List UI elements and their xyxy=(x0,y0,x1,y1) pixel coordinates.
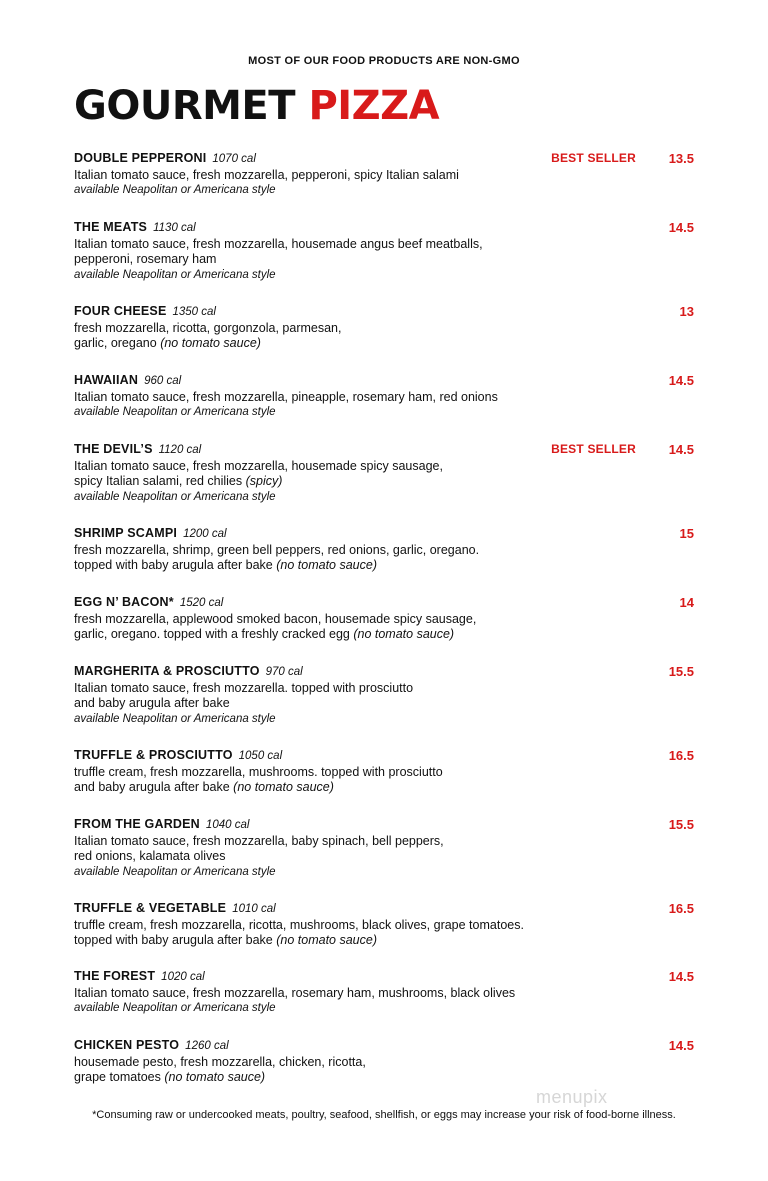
item-note: (spicy) xyxy=(245,474,283,488)
item-description-2: spicy Italian salami, red chilies xyxy=(74,474,243,488)
item-description-2: garlic, oregano. topped with a freshly cracked egg xyxy=(74,627,350,641)
item-price: 13.5 xyxy=(668,151,694,166)
item-style-note: available Neapolitan or Americana style xyxy=(74,865,276,878)
best-seller-badge: BEST SELLER xyxy=(551,151,636,165)
item-price: 15.5 xyxy=(668,817,694,832)
item-style-note: available Neapolitan or Americana style xyxy=(74,268,276,281)
page-title xyxy=(74,83,440,129)
item-name: SHRIMP SCAMPI xyxy=(74,526,178,540)
item-name: TRUFFLE & PROSCIUTTO xyxy=(74,748,233,762)
title-pizza: PIZZA xyxy=(308,83,440,129)
menu-item xyxy=(74,901,694,949)
item-style-note: available Neapolitan or Americana style xyxy=(74,184,276,196)
item-note: (no tomato sauce) xyxy=(160,336,261,350)
item-style-note: available Neapolitan or Americana style xyxy=(74,712,276,725)
item-name: THE MEATS xyxy=(74,220,148,234)
item-price: 15 xyxy=(679,526,694,541)
menu-item xyxy=(74,748,694,796)
menu-item xyxy=(74,664,694,727)
menu-item xyxy=(74,151,694,199)
item-style-note: available Neapolitan or Americana style xyxy=(74,490,276,503)
item-description: fresh mozzarella, applewood smoked bacon, housemade spicy sausage, xyxy=(74,611,477,626)
item-description: fresh mozzarella, shrimp, green bell peppers, red onions, garlic, oregano. xyxy=(74,542,480,557)
menu-item xyxy=(74,442,694,505)
item-note: (no tomato sauce) xyxy=(353,627,455,641)
item-description: truffle cream, fresh mozzarella, mushrooms. topped with prosciutto xyxy=(74,764,443,779)
item-description-2: topped with baby arugula after bake xyxy=(74,933,273,947)
menu-item xyxy=(74,220,694,283)
item-calories: 1070 cal xyxy=(212,153,256,165)
item-price: 15.5 xyxy=(668,664,694,679)
item-description: Italian tomato sauce, fresh mozzarella, housemade angus beef meatballs, xyxy=(74,236,483,251)
item-price: 14.5 xyxy=(668,220,694,235)
title-gourmet: GOURMET xyxy=(74,83,296,129)
item-name: HAWAIIAN xyxy=(74,373,139,387)
menu-item xyxy=(74,526,694,574)
menu-item xyxy=(74,817,694,880)
item-name: FOUR CHEESE xyxy=(74,304,167,318)
item-calories: 1350 cal xyxy=(172,306,216,318)
item-price: 14.5 xyxy=(668,373,694,388)
item-description: Italian tomato sauce, fresh mozzarella, housemade spicy sausage, xyxy=(74,458,443,473)
non-gmo-notice: MOST OF OUR FOOD PRODUCTS ARE NON-GMO xyxy=(248,55,520,67)
item-price: 14.5 xyxy=(668,442,694,457)
item-description: Italian tomato sauce, fresh mozzarella, rosemary ham, mushrooms, black olives xyxy=(74,985,516,1000)
item-price: 14.5 xyxy=(668,1038,694,1053)
item-description-2: pepperoni, rosemary ham xyxy=(74,252,217,266)
item-description: housemade pesto, fresh mozzarella, chicken, ricotta, xyxy=(74,1054,366,1069)
menu-item xyxy=(74,304,694,352)
item-calories: 960 cal xyxy=(144,375,182,387)
item-name: CHICKEN PESTO xyxy=(74,1038,180,1052)
item-calories: 1130 cal xyxy=(153,222,196,234)
item-calories: 1020 cal xyxy=(161,971,205,983)
item-style-note: available Neapolitan or Americana style xyxy=(74,406,276,418)
item-style-note: available Neapolitan or Americana style xyxy=(74,1002,276,1014)
item-name: EGG N’ BACON* xyxy=(74,595,174,609)
item-price: 14.5 xyxy=(668,969,694,984)
menu-item xyxy=(74,595,694,643)
item-description: truffle cream, fresh mozzarella, ricotta, mushrooms, black olives, grape tomatoes. xyxy=(74,917,524,932)
menu-item xyxy=(74,969,694,1017)
item-name: THE FOREST xyxy=(74,969,156,983)
item-note: (no tomato sauce) xyxy=(276,933,377,947)
item-description: Italian tomato sauce, fresh mozzarella, baby spinach, bell peppers, xyxy=(74,833,444,848)
item-note: (no tomato sauce) xyxy=(233,780,334,794)
item-name: TRUFFLE & VEGETABLE xyxy=(74,901,227,915)
item-price: 16.5 xyxy=(668,748,694,763)
item-calories: 1040 cal xyxy=(205,819,250,831)
item-calories: 1050 cal xyxy=(238,750,283,762)
item-description-2: and baby arugula after bake xyxy=(74,780,230,794)
item-note: (no tomato sauce) xyxy=(164,1070,266,1084)
item-calories: 1200 cal xyxy=(183,528,227,540)
item-description-2: topped with baby arugula after bake xyxy=(74,558,273,572)
item-description-2: garlic, oregano xyxy=(74,336,157,350)
item-description-2: red onions, kalamata olives xyxy=(74,849,226,863)
item-description: Italian tomato sauce, fresh mozzarella. topped with prosciutto xyxy=(74,680,414,695)
menu-item xyxy=(74,1038,694,1086)
item-description: Italian tomato sauce, fresh mozzarella, pepperoni, spicy Italian salami xyxy=(74,167,459,182)
item-calories: 1520 cal xyxy=(179,597,224,609)
item-note: (no tomato sauce) xyxy=(276,558,377,572)
item-price: 13 xyxy=(679,304,694,319)
item-name: FROM THE GARDEN xyxy=(74,817,200,831)
item-calories: 1010 cal xyxy=(232,903,276,915)
menupix-watermark: menupix xyxy=(536,1087,608,1107)
item-name: THE DEVIL’S xyxy=(74,442,153,456)
best-seller-badge: BEST SELLER xyxy=(551,442,636,456)
item-name: MARGHERITA & PROSCIUTTO xyxy=(74,664,260,678)
item-description: Italian tomato sauce, fresh mozzarella, pineapple, rosemary ham, red onions xyxy=(74,389,498,404)
item-description-2: grape tomatoes xyxy=(74,1070,161,1084)
item-description: fresh mozzarella, ricotta, gorgonzola, parmesan, xyxy=(74,320,342,335)
item-calories: 1120 cal xyxy=(158,444,202,456)
food-safety-disclaimer: *Consuming raw or undercooked meats, poultry, seafood, shellfish, or eggs may increase your risk of food-borne illness. xyxy=(92,1109,676,1121)
item-price: 14 xyxy=(679,595,694,610)
menu-item xyxy=(74,373,694,421)
item-calories: 1260 cal xyxy=(185,1040,229,1052)
item-name: DOUBLE PEPPERONI xyxy=(74,151,207,165)
item-calories: 970 cal xyxy=(265,666,303,678)
item-description-2: and baby arugula after bake xyxy=(74,696,230,710)
item-price: 16.5 xyxy=(668,901,694,916)
